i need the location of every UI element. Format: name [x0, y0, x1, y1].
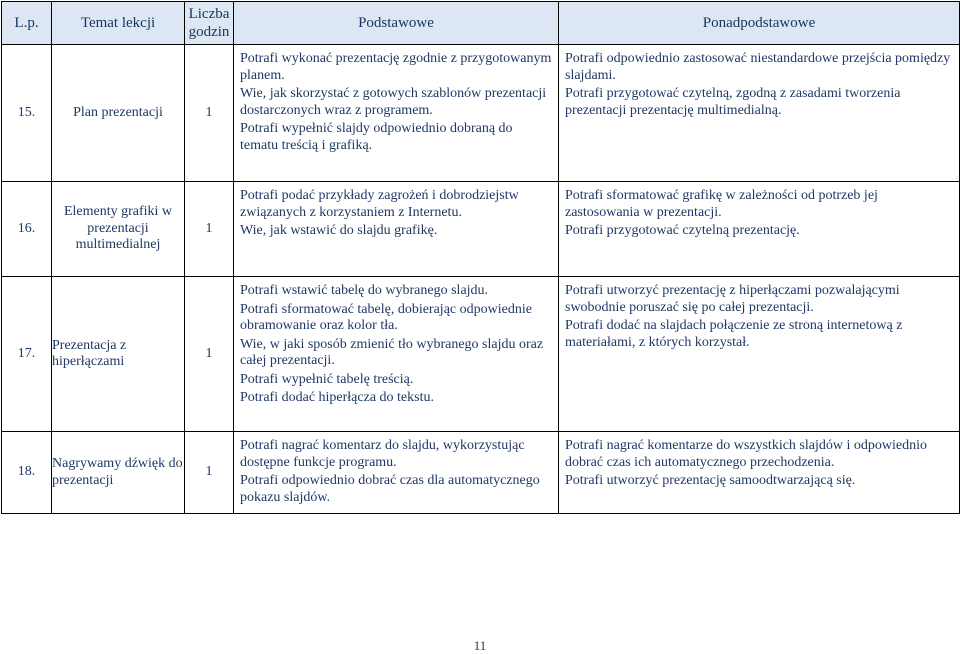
basic-skill: Potrafi wykonać prezentację zgodnie z przygotowanym planem.: [240, 51, 552, 83]
basic-skills-cell: [234, 182, 559, 277]
lesson-hours: 1: [185, 432, 234, 514]
advanced-skill: Potrafi nagrać komentarze do wszystkich slajdów i odpowiednio dobrać czas ich automatycznego przechodzenia.: [565, 438, 927, 470]
basic-skills-cell: [234, 277, 559, 432]
row-number: 17.: [2, 277, 52, 432]
row-number: 16.: [2, 182, 52, 277]
basic-skill: Potrafi sformatować tabelę, dobierając odpowiednie obramowanie oraz kolor tła.: [240, 301, 532, 333]
lesson-hours: 1: [185, 277, 234, 432]
advanced-skill: Potrafi przygotować czytelną, zgodną z zasadami tworzenia prezentacji prezentację multimedialną.: [565, 86, 901, 118]
header-hours: Liczba godzin: [185, 2, 234, 45]
basic-skill: Wie, jak skorzystać z gotowych szablonów prezentacji dostarczonych wraz z programem.: [240, 86, 547, 118]
advanced-skills-cell: [559, 277, 960, 432]
basic-skill: Potrafi wstawić tabelę do wybranego slajdu.: [240, 283, 489, 298]
row-number: 15.: [2, 45, 52, 182]
lesson-topic: Nagrywamy dźwięk do prezentacji: [52, 432, 185, 514]
advanced-skill: Potrafi dodać na slajdach połączenie ze stroną internetową z materiałami, z których korzystał.: [565, 318, 903, 350]
header-basic: Podstawowe: [234, 2, 559, 45]
lesson-topic: Elementy grafiki w prezentacji multimedialnej: [52, 182, 185, 277]
row-number: 18.: [2, 432, 52, 514]
advanced-skill: Potrafi odpowiednio zastosować niestandardowe przejścia pomiędzy slajdami.: [565, 51, 951, 83]
curriculum-table: [1, 1, 960, 514]
table-row: [2, 432, 960, 514]
lesson-hours: 1: [185, 182, 234, 277]
basic-skill: Potrafi podać przykłady zagrożeń i dobrodziejstw związanych z korzystaniem z Internetu.: [240, 188, 519, 220]
table-row: [2, 182, 960, 277]
advanced-skills-cell: [559, 432, 960, 514]
advanced-skill: Potrafi utworzyć prezentację samoodtwarzającą się.: [565, 473, 856, 488]
basic-skill: Potrafi odpowiednio dobrać czas dla automatycznego pokazu slajdów.: [240, 473, 540, 505]
advanced-skill: Potrafi przygotować czytelną prezentację.: [565, 223, 800, 238]
basic-skill: Wie, w jaki sposób zmienić tło wybranego slajdu oraz całej prezentacji.: [240, 336, 544, 368]
lesson-topic: Plan prezentacji: [52, 45, 185, 182]
basic-skill: Wie, jak wstawić do slajdu grafikę.: [240, 223, 438, 238]
header-topic: Temat lekcji: [52, 2, 185, 45]
advanced-skills-cell: [559, 182, 960, 277]
basic-skill: Potrafi nagrać komentarz do slajdu, wykorzystując dostępne funkcje programu.: [240, 438, 525, 470]
advanced-skill: Potrafi sformatować grafikę w zależności od potrzeb jej zastosowania w prezentacji.: [565, 188, 878, 220]
table-row: [2, 45, 960, 182]
header-advanced: Ponadpodstawowe: [559, 2, 960, 45]
page-number: 11: [473, 638, 487, 653]
basic-skills-cell: [234, 45, 559, 182]
basic-skill: Potrafi wypełnić tabelę treścią.: [240, 371, 414, 387]
basic-skill: Potrafi dodać hiperłącza do tekstu.: [240, 390, 434, 405]
basic-skills-cell: [234, 432, 559, 514]
table-header-row: [2, 2, 960, 45]
basic-skill: Potrafi wypełnić slajdy odpowiednio dobraną do tematu treścią i grafiką.: [240, 121, 513, 153]
advanced-skill: Potrafi utworzyć prezentację z hiperłączami pozwalającymi swobodnie poruszać się po całej prezentacji.: [565, 283, 900, 315]
lesson-hours: 1: [185, 45, 234, 182]
document-page: [1, 1, 959, 514]
advanced-skills-cell: [559, 45, 960, 182]
header-lp: L.p.: [2, 2, 52, 45]
table-row: [2, 277, 960, 432]
lesson-topic: Prezentacja z hiperłączami: [52, 277, 185, 432]
